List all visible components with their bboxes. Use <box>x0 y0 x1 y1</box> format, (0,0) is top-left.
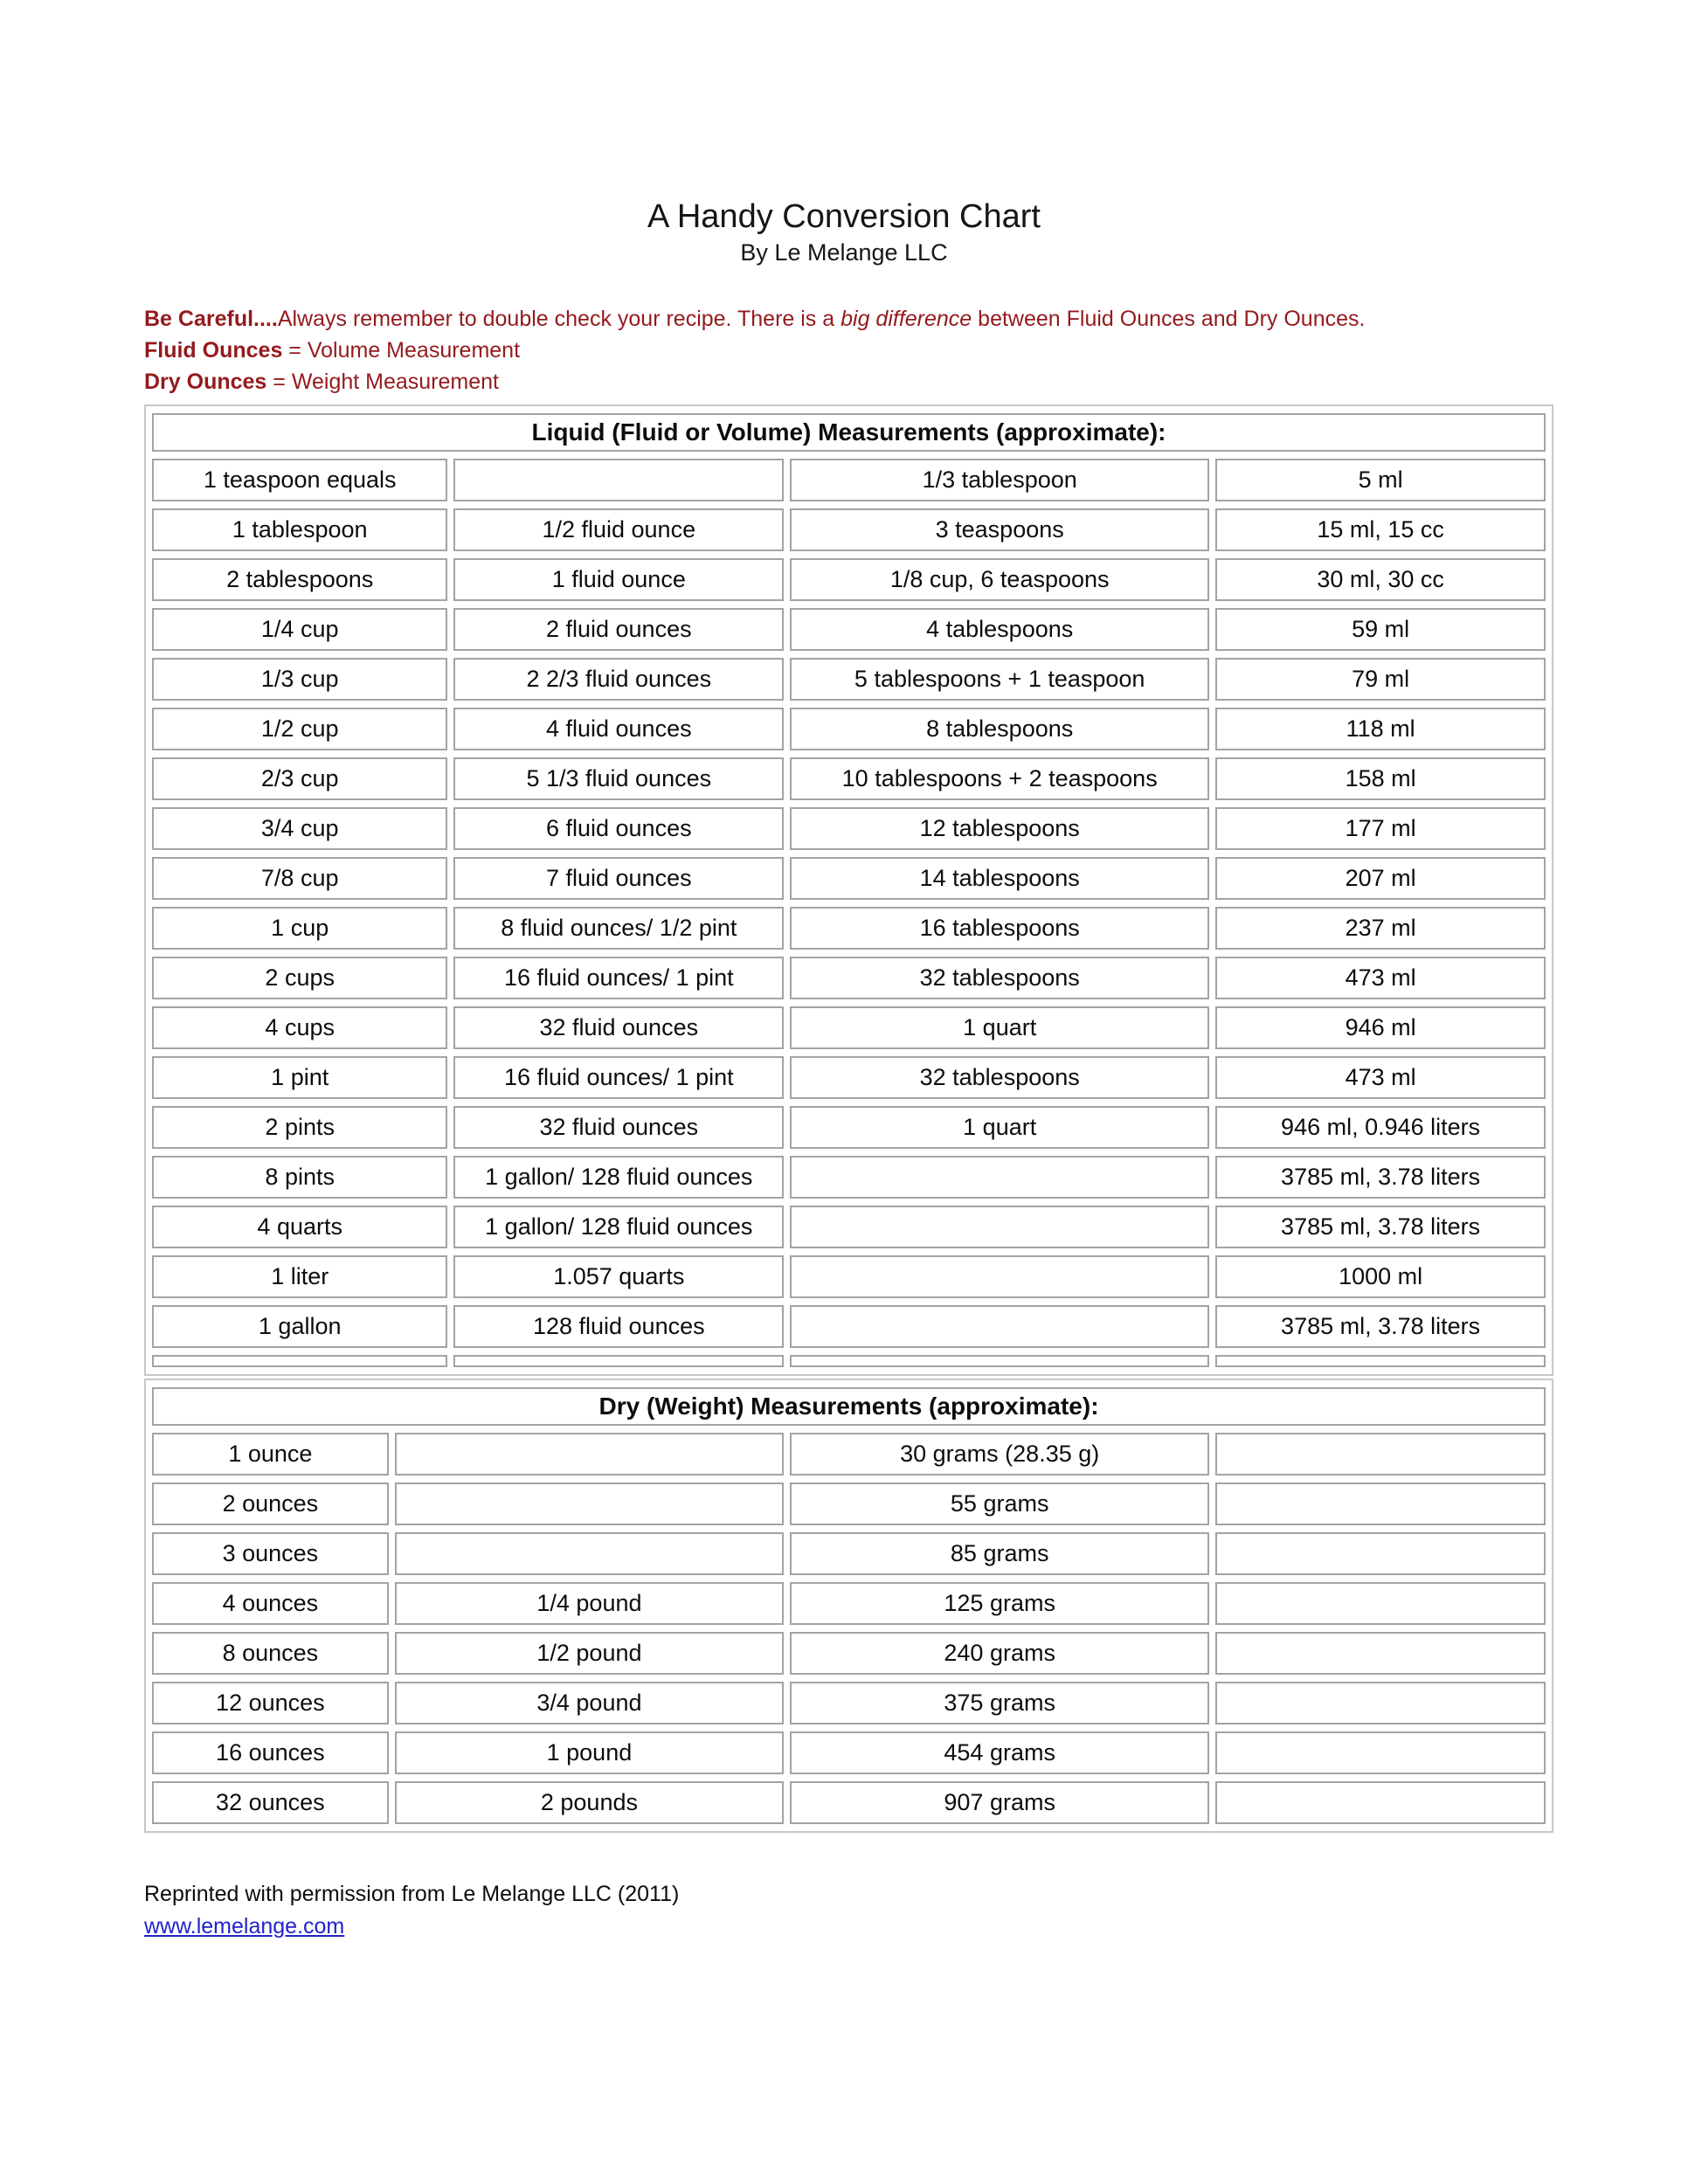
liquid-table-wrapper <box>144 404 1553 1376</box>
table-row <box>152 1632 1546 1675</box>
table-cell: 2 ounces <box>152 1482 389 1525</box>
empty-cell <box>152 1355 447 1367</box>
table-row <box>152 708 1546 750</box>
website-link[interactable]: www.lemelange.com <box>144 1914 345 1939</box>
page-title: A Handy Conversion Chart <box>647 198 1041 235</box>
table-row <box>152 1433 1546 1476</box>
footer <box>144 1878 1553 1943</box>
table-cell <box>790 1305 1209 1348</box>
table-cell: 1 pint <box>152 1056 447 1099</box>
table-cell: 1 gallon/ 128 fluid ounces <box>453 1156 784 1199</box>
table-cell: 32 tablespoons <box>790 1056 1209 1099</box>
table-cell: 15 ml, 15 cc <box>1215 508 1546 551</box>
table-cell: 454 grams <box>790 1731 1209 1774</box>
table-row <box>152 757 1546 800</box>
table-cell: 1/4 cup <box>152 608 447 651</box>
table-cell: 32 fluid ounces <box>453 1106 784 1149</box>
table-cell <box>1215 1582 1546 1625</box>
table-cell: 55 grams <box>790 1482 1209 1525</box>
notice-fluid-text: = Volume Measurement <box>282 338 521 363</box>
table-row <box>152 1156 1546 1199</box>
table-cell: 1 teaspoon equals <box>152 459 447 501</box>
dry-table-wrapper <box>144 1379 1553 1833</box>
table-row <box>152 1056 1546 1099</box>
table-cell: 1 gallon/ 128 fluid ounces <box>453 1206 784 1248</box>
tables-area <box>144 404 1553 1833</box>
page-subtitle: By Le Melange LLC <box>740 239 948 266</box>
table-cell: 7 fluid ounces <box>453 857 784 900</box>
table-cell: 907 grams <box>790 1781 1209 1824</box>
table-cell: 1 gallon <box>152 1305 447 1348</box>
title-block <box>0 0 1688 268</box>
table-cell: 4 ounces <box>152 1582 389 1625</box>
table-cell: 375 grams <box>790 1682 1209 1724</box>
table-cell: 79 ml <box>1215 658 1546 701</box>
table-cell: 473 ml <box>1215 957 1546 999</box>
table-cell <box>790 1206 1209 1248</box>
table-row <box>152 957 1546 999</box>
empty-cell <box>790 1355 1209 1367</box>
table-cell: 10 tablespoons + 2 teaspoons <box>790 757 1209 800</box>
table-cell: 12 tablespoons <box>790 807 1209 850</box>
table-cell: 3785 ml, 3.78 liters <box>1215 1156 1546 1199</box>
table-row <box>152 658 1546 701</box>
table-cell: 177 ml <box>1215 807 1546 850</box>
table-cell: 59 ml <box>1215 608 1546 651</box>
table-cell: 16 fluid ounces/ 1 pint <box>453 1056 784 1099</box>
table-cell: 1/2 cup <box>152 708 447 750</box>
table-cell: 240 grams <box>790 1632 1209 1675</box>
table-cell: 2/3 cup <box>152 757 447 800</box>
table-cell: 1/2 fluid ounce <box>453 508 784 551</box>
table-cell: 1 tablespoon <box>152 508 447 551</box>
table-row <box>152 807 1546 850</box>
table-cell: 1/4 pound <box>395 1582 784 1625</box>
table-cell: 30 ml, 30 cc <box>1215 558 1546 601</box>
table-cell: 1000 ml <box>1215 1255 1546 1298</box>
table-cell: 32 fluid ounces <box>453 1006 784 1049</box>
table-cell: 237 ml <box>1215 907 1546 950</box>
dry-header-row <box>152 1387 1546 1426</box>
table-cell: 1.057 quarts <box>453 1255 784 1298</box>
table-cell: 1 quart <box>790 1106 1209 1149</box>
table-cell: 30 grams (28.35 g) <box>790 1433 1209 1476</box>
table-cell: 85 grams <box>790 1532 1209 1575</box>
table-cell: 2 fluid ounces <box>453 608 784 651</box>
table-cell: 2 pounds <box>395 1781 784 1824</box>
table-cell: 1 liter <box>152 1255 447 1298</box>
notice-dry-bold: Dry Ounces <box>144 370 267 394</box>
warning-notice <box>144 303 1553 397</box>
dry-measurements-table <box>146 1380 1552 1831</box>
table-cell <box>790 1156 1209 1199</box>
footer-credit: Reprinted with permission from Le Melange LLC (2011) <box>144 1882 680 1906</box>
table-cell: 946 ml, 0.946 liters <box>1215 1106 1546 1149</box>
table-cell: 3 teaspoons <box>790 508 1209 551</box>
table-cell <box>1215 1482 1546 1525</box>
table-cell <box>1215 1781 1546 1824</box>
table-row <box>152 1206 1546 1248</box>
table-row <box>152 1682 1546 1724</box>
table-cell: 16 ounces <box>152 1731 389 1774</box>
table-cell: 4 cups <box>152 1006 447 1049</box>
table-row <box>152 1582 1546 1625</box>
table-cell: 158 ml <box>1215 757 1546 800</box>
table-cell: 8 fluid ounces/ 1/2 pint <box>453 907 784 950</box>
table-cell: 14 tablespoons <box>790 857 1209 900</box>
table-row <box>152 1731 1546 1774</box>
table-cell: 128 fluid ounces <box>453 1305 784 1348</box>
table-cell: 1/3 cup <box>152 658 447 701</box>
table-cell: 3785 ml, 3.78 liters <box>1215 1305 1546 1348</box>
notice-line-careful <box>144 303 1553 335</box>
table-row <box>152 1106 1546 1149</box>
table-cell <box>1215 1433 1546 1476</box>
table-cell: 125 grams <box>790 1582 1209 1625</box>
notice-fluid-bold: Fluid Ounces <box>144 338 283 363</box>
table-row <box>152 907 1546 950</box>
notice-line-dry <box>144 366 1553 397</box>
table-cell: 946 ml <box>1215 1006 1546 1049</box>
notice-careful-tail: between Fluid Ounces and Dry Ounces. <box>972 307 1366 331</box>
table-cell <box>1215 1632 1546 1675</box>
spacer-row <box>152 1355 1546 1367</box>
empty-cell <box>453 1355 784 1367</box>
table-cell: 5 1/3 fluid ounces <box>453 757 784 800</box>
table-cell: 473 ml <box>1215 1056 1546 1099</box>
table-cell: 6 fluid ounces <box>453 807 784 850</box>
table-cell <box>395 1532 784 1575</box>
liquid-header-row <box>152 413 1546 452</box>
table-cell: 16 tablespoons <box>790 907 1209 950</box>
table-cell: 118 ml <box>1215 708 1546 750</box>
table-cell: 2 pints <box>152 1106 447 1149</box>
table-cell <box>790 1255 1209 1298</box>
table-cell: 8 ounces <box>152 1632 389 1675</box>
table-cell <box>1215 1682 1546 1724</box>
table-row <box>152 1482 1546 1525</box>
table-row <box>152 1781 1546 1824</box>
table-cell: 12 ounces <box>152 1682 389 1724</box>
table-cell: 3 ounces <box>152 1532 389 1575</box>
table-cell: 5 tablespoons + 1 teaspoon <box>790 658 1209 701</box>
table-cell: 3785 ml, 3.78 liters <box>1215 1206 1546 1248</box>
table-cell: 2 tablespoons <box>152 558 447 601</box>
table-cell: 2 2/3 fluid ounces <box>453 658 784 701</box>
notice-dry-text: = Weight Measurement <box>266 370 499 394</box>
table-row <box>152 1255 1546 1298</box>
notice-big-difference: big difference <box>841 307 972 331</box>
table-cell: 1 quart <box>790 1006 1209 1049</box>
table-row <box>152 857 1546 900</box>
table-cell <box>453 459 784 501</box>
table-cell <box>1215 1532 1546 1575</box>
liquid-section-header: Liquid (Fluid or Volume) Measurements (approximate): <box>152 413 1546 452</box>
table-cell: 4 tablespoons <box>790 608 1209 651</box>
table-row <box>152 608 1546 651</box>
table-cell <box>395 1433 784 1476</box>
table-cell: 8 pints <box>152 1156 447 1199</box>
table-row <box>152 558 1546 601</box>
table-cell: 4 fluid ounces <box>453 708 784 750</box>
table-cell: 3/4 pound <box>395 1682 784 1724</box>
table-row <box>152 1305 1546 1348</box>
empty-cell <box>1215 1355 1546 1367</box>
table-cell: 5 ml <box>1215 459 1546 501</box>
dry-section-header: Dry (Weight) Measurements (approximate): <box>152 1387 1546 1426</box>
table-cell: 3/4 cup <box>152 807 447 850</box>
table-cell: 1/2 pound <box>395 1632 784 1675</box>
table-cell: 32 tablespoons <box>790 957 1209 999</box>
table-row <box>152 1006 1546 1049</box>
table-cell: 1 ounce <box>152 1433 389 1476</box>
table-cell: 16 fluid ounces/ 1 pint <box>453 957 784 999</box>
table-cell <box>395 1482 784 1525</box>
table-row <box>152 459 1546 501</box>
table-row <box>152 508 1546 551</box>
table-cell: 2 cups <box>152 957 447 999</box>
table-cell: 1 pound <box>395 1731 784 1774</box>
notice-line-fluid <box>144 335 1553 366</box>
table-cell <box>1215 1731 1546 1774</box>
table-cell: 1/3 tablespoon <box>790 459 1209 501</box>
table-cell: 1 fluid ounce <box>453 558 784 601</box>
table-cell: 32 ounces <box>152 1781 389 1824</box>
table-cell: 207 ml <box>1215 857 1546 900</box>
table-cell: 7/8 cup <box>152 857 447 900</box>
table-cell: 1/8 cup, 6 teaspoons <box>790 558 1209 601</box>
notice-careful-text: Always remember to double check your recipe. There is a <box>277 307 841 331</box>
table-cell: 8 tablespoons <box>790 708 1209 750</box>
table-cell: 4 quarts <box>152 1206 447 1248</box>
notice-careful-bold: Be Careful.... <box>144 307 278 331</box>
liquid-measurements-table <box>146 406 1552 1374</box>
table-cell: 1 cup <box>152 907 447 950</box>
table-row <box>152 1532 1546 1575</box>
